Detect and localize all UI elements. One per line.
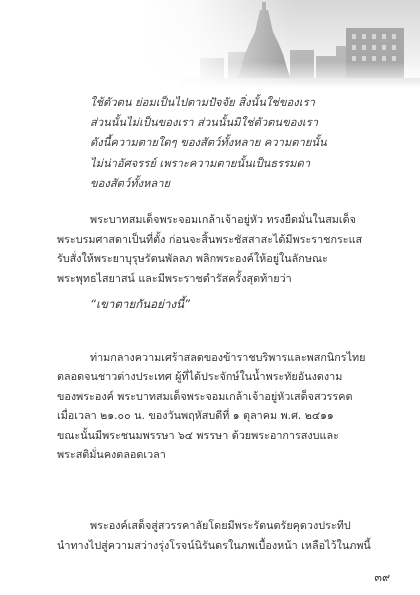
paragraph-line: พระสติมั่นคงตลอดเวลา — [57, 448, 166, 462]
quote-line: ส่วนนั้นไม่เป็นของเรา ส่วนนั้นมิใช่ตัวตนของเรา — [90, 116, 319, 130]
header-photo — [140, 0, 420, 88]
header-photo-bottom-fade — [140, 62, 420, 88]
paragraph-line: พระองค์เสด็จสู่สวรรคาลัยโดยมีพระรัตนตรัยคุดวงประทีป — [90, 519, 351, 532]
quote-line: ของสัตว์ทั้งหลาย — [90, 176, 171, 190]
paragraph-line: ของพระองค์ พระบาทสมเด็จพระจอมเกล้าเจ้าอยู่หัวเสด็จสวรรคต — [57, 389, 353, 403]
paragraph-line: พระพุทธไสยาสน์ และมีพระราชดำรัสครั้งสุดท้ายว่า — [57, 272, 292, 286]
paragraph-3 — [57, 516, 371, 555]
quote-line: ใช้ตัวตน ย่อมเป็นไปตามปัจจัย สิ่งนั้นใช่ของเรา — [90, 96, 315, 109]
paragraph-line: ขณะนั้นมีพระชนมพรรษา ๖๔ พรรษา ด้วยพระอาการสงบและ — [57, 428, 339, 442]
page-number: ๓๙ — [374, 571, 390, 584]
paragraph-line: รับสั่งให้พระยาบุรุษรัตนพัลลภ พลิกพระองค์ให้อยู่ในลักษณะ — [57, 252, 328, 266]
quote-heading: “เขาตายกันอย่างนี้” — [90, 297, 191, 311]
quote-line: ไม่น่าอัศจรรย์ เพราะความตายนั้นเป็นธรรมดา — [90, 156, 311, 170]
paragraph-1 — [57, 210, 362, 289]
paragraph-2 — [57, 348, 365, 464]
quote-block — [90, 93, 390, 194]
paragraph-line: ท่ามกลางความเศร้าสลดของข้าราชบริพารและพสกนิกรไทย — [90, 351, 366, 364]
paragraph-line: เมื่อเวลา ๒๑.๐๐ น. ของวันพฤหัสบดีที่ ๑ ตุลาคม พ.ศ. ๒๔๑๑ — [57, 409, 334, 423]
paragraph-line: ตลอดจนชาวต่างประเทศ ผู้ที่ได้ประจักษ์ในน้ำพระทัยอันงดงาม — [57, 370, 343, 384]
paragraph-line: พระบรมศาสดาเป็นที่ตั้ง ก่อนจะสิ้นพระชัสสาสะได้มีพระราชกระแส — [57, 232, 363, 246]
paragraph-line: พระบาทสมเด็จพระจอมเกล้าเจ้าอยู่หัว ทรงยืดมั่นในสมเด็จ — [90, 213, 356, 226]
paragraph-line: นำทางไปสู่ความสว่างรุ่งโรจน์นิรันดรในภพเบื้องหน้า เหลือไว้ในภพนี้ — [57, 538, 371, 552]
quote-line: ดังนี้ความตายใดๆ ของสัตว์ทั้งหลาย ความตายนั้น — [90, 136, 327, 150]
